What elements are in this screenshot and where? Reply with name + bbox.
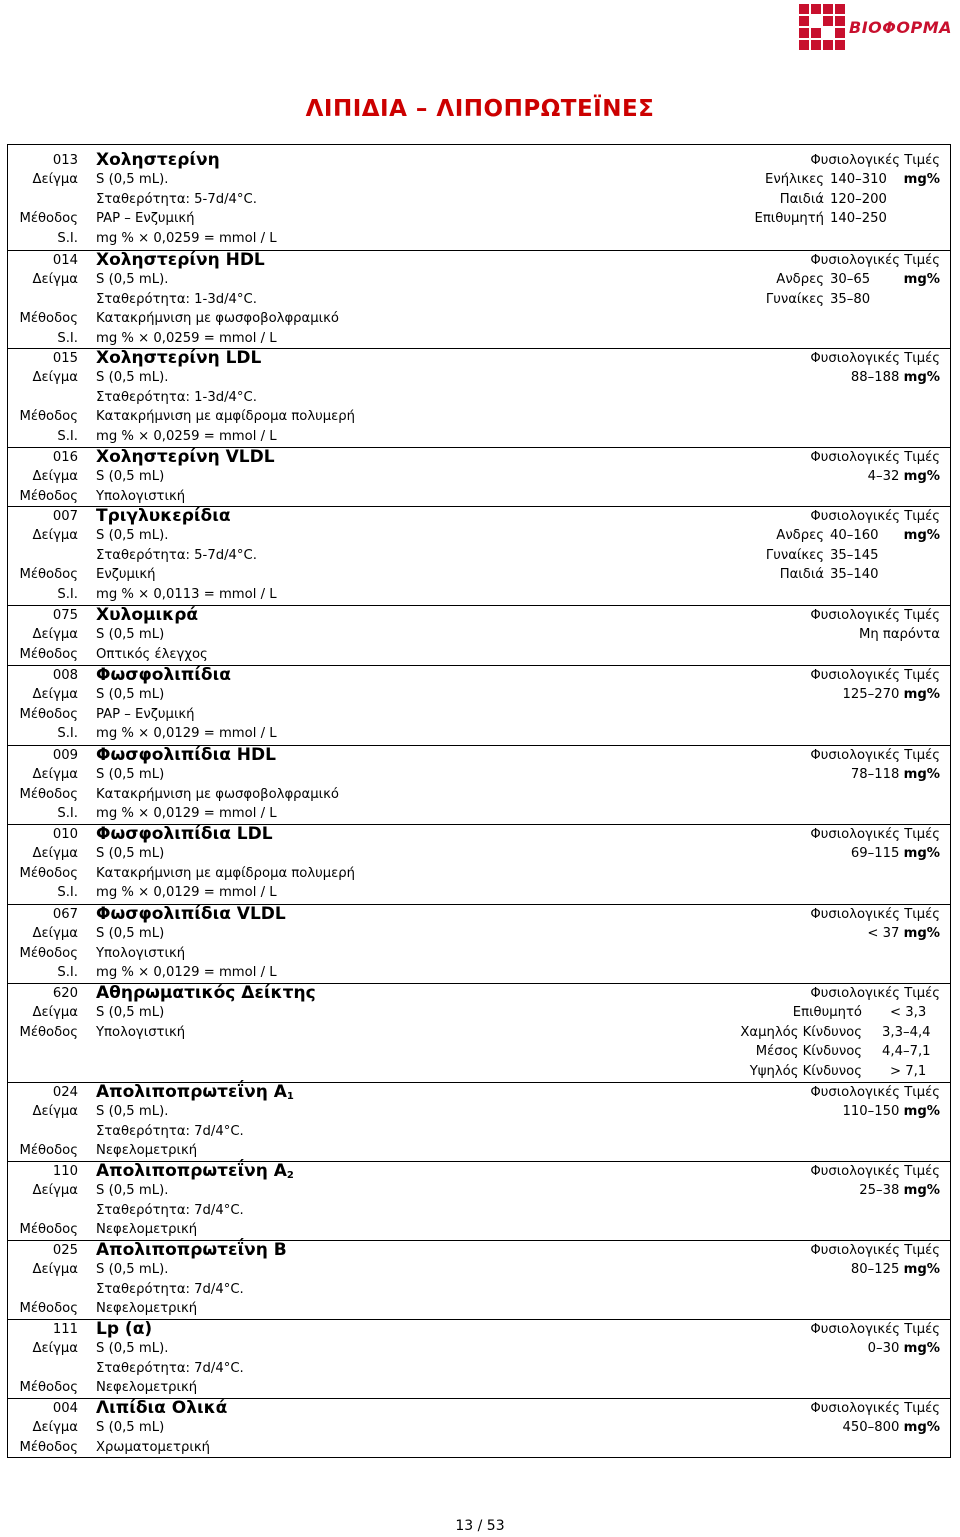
range-number: 4–32 <box>867 469 900 485</box>
method-value: Υπολογιστική <box>96 488 186 504</box>
method-value: Χρωματομετρική <box>96 1439 210 1455</box>
test-name: Απολιποπρωτεΐνη Β <box>96 1240 287 1260</box>
sample-value: S (0,5 mL). <box>96 370 169 386</box>
range-unit: mg% <box>903 687 940 703</box>
method-label: Μέθοδος <box>19 1222 78 1238</box>
range-value <box>867 924 940 943</box>
range-number: 0–30 <box>867 1341 900 1357</box>
sample-label: Δείγμα <box>32 370 78 386</box>
range-label: Ανδρες <box>776 528 824 544</box>
test-entry <box>8 904 950 983</box>
method-row <box>8 565 950 584</box>
range-unit: mg% <box>903 528 940 544</box>
test-entry <box>8 1319 950 1398</box>
sample-label: Δείγμα <box>32 528 78 544</box>
range-unit: mg% <box>903 767 940 783</box>
test-code: 013 <box>52 153 78 168</box>
range-unit: mg% <box>903 272 940 288</box>
stability-value: Σταθερότητα: 1-3d/4°C. <box>96 389 257 405</box>
method-label: Μέθοδος <box>19 1439 78 1455</box>
method-value: PAP – Ενζυμική <box>96 706 195 722</box>
range-label: Παιδιά <box>779 191 824 207</box>
si-label: S.I. <box>57 428 78 444</box>
sample-row <box>8 765 950 784</box>
method-value: Ενζυμική <box>96 567 156 583</box>
entry-header-row <box>8 1083 950 1102</box>
test-code: 004 <box>52 1401 78 1416</box>
entry-header-row <box>8 349 950 368</box>
si-label: S.I. <box>57 965 78 981</box>
tests-table <box>7 144 951 1458</box>
test-name: Φωσφολιπίδια VLDL <box>96 904 286 924</box>
range-number: < 37 <box>867 926 900 942</box>
sample-value: S (0,5 mL) <box>96 627 165 643</box>
physio-values-heading: Φυσιολογικές Τιμές <box>810 986 940 1001</box>
stability-value: Σταθερότητα: 7d/4°C. <box>96 1202 244 1218</box>
stability-value: Σταθερότητα: 5-7d/4°C. <box>96 547 257 563</box>
method-value: PAP – Ενζυμική <box>96 211 195 227</box>
logo-mark-icon <box>799 4 845 50</box>
entry-header-row <box>8 746 950 765</box>
test-name: Χυλομικρά <box>96 605 199 625</box>
method-row <box>8 645 950 664</box>
range-label: Χαμηλός Κίνδυνος <box>740 1024 862 1040</box>
si-value: mg % × 0,0259 = mmol / L <box>96 330 277 346</box>
range-number: 69–115 <box>850 846 900 862</box>
range-number: 125–270 <box>842 687 900 703</box>
logo-text: ΒΙΟΦΟΡΜΑ <box>849 17 952 37</box>
test-name: Φωσφολιπίδια LDL <box>96 824 273 844</box>
si-label: S.I. <box>57 330 78 346</box>
method-row <box>8 785 950 804</box>
test-name-subscript: 2 <box>286 1170 294 1181</box>
sample-value: S (0,5 mL). <box>96 172 169 188</box>
physio-values-heading: Φυσιολογικές Τιμές <box>810 1401 940 1416</box>
extra-row <box>8 1062 950 1081</box>
physio-values-heading: Φυσιολογικές Τιμές <box>810 608 940 623</box>
sample-row <box>8 1181 950 1200</box>
test-code: 025 <box>52 1243 78 1258</box>
method-label: Μέθοδος <box>19 311 78 327</box>
sample-label: Δείγμα <box>32 1005 78 1021</box>
range-number: 78–118 <box>850 767 900 783</box>
range-value <box>859 1181 940 1200</box>
stability-row <box>8 290 950 309</box>
sample-row <box>8 1418 950 1437</box>
method-label: Μέθοδος <box>19 1143 78 1159</box>
stability-value: Σταθερότητα: 7d/4°C. <box>96 1123 244 1139</box>
test-code: 010 <box>52 827 78 842</box>
range-value <box>868 1339 940 1358</box>
range-unit: mg% <box>903 1104 940 1120</box>
entry-header-row <box>8 606 950 625</box>
test-code: 015 <box>52 351 78 366</box>
test-code: 067 <box>52 907 78 922</box>
entry-header-row <box>8 1320 950 1339</box>
extra-row <box>8 1042 950 1061</box>
test-entry <box>8 1240 950 1319</box>
range-value: 140–250 <box>830 211 887 227</box>
range-value: 40–160 <box>830 528 879 544</box>
sample-value: S (0,5 mL) <box>96 687 165 703</box>
sample-value: S (0,5 mL). <box>96 1183 169 1199</box>
test-entry <box>8 250 950 348</box>
si-value: mg % × 0,0129 = mmol / L <box>96 806 277 822</box>
sample-label: Δείγμα <box>32 687 78 703</box>
range-number: 110–150 <box>842 1104 900 1120</box>
stability-value: Σταθερότητα: 7d/4°C. <box>96 1281 244 1297</box>
si-row <box>8 329 950 348</box>
test-name: Χοληστερίνη HDL <box>96 250 265 270</box>
method-value: Κατακρήμνιση με αμφίδρομα πολυμερή <box>96 865 356 881</box>
method-label: Μέθοδος <box>19 865 78 881</box>
sample-label: Δείγμα <box>32 926 78 942</box>
range-value: 35–145 <box>830 547 879 563</box>
test-name: Χοληστερίνη LDL <box>96 348 262 368</box>
stability-row <box>8 388 950 407</box>
sample-value: S (0,5 mL). <box>96 528 169 544</box>
method-value: Νεφελομετρική <box>96 1143 198 1159</box>
stability-row <box>8 546 950 565</box>
method-value: Κατακρήμνιση με αμφίδρομα πολυμερή <box>96 409 356 425</box>
method-label: Μέθοδος <box>19 488 78 504</box>
method-row <box>8 1438 950 1457</box>
physio-values-heading: Φυσιολογικές Τιμές <box>810 827 940 842</box>
range-unit: mg% <box>903 172 940 188</box>
method-label: Μέθοδος <box>19 786 78 802</box>
range-number: Μη παρόντα <box>859 627 940 643</box>
range-value <box>851 844 940 863</box>
sample-value: S (0,5 mL). <box>96 272 169 288</box>
test-entry <box>8 1161 950 1240</box>
range-label: Ανδρες <box>776 272 824 288</box>
sample-value: S (0,5 mL). <box>96 1262 169 1278</box>
method-label: Μέθοδος <box>19 706 78 722</box>
si-label: S.I. <box>57 586 78 602</box>
si-label: S.I. <box>57 885 78 901</box>
test-name: Χοληστερίνη VLDL <box>96 447 275 467</box>
si-row <box>8 585 950 604</box>
stability-value: Σταθερότητα: 5-7d/4°C. <box>96 191 257 207</box>
test-entry <box>8 665 950 744</box>
test-name: Απολιποπρωτεΐνη $A_2$ <box>96 1161 294 1181</box>
test-name: Απολιποπρωτεΐνη $A_1$ <box>96 1082 294 1102</box>
si-row <box>8 963 950 982</box>
range-unit: mg% <box>903 1183 940 1199</box>
entry-header-row <box>8 666 950 685</box>
sample-value: S (0,5 mL). <box>96 1104 169 1120</box>
entry-header-row <box>8 984 950 1003</box>
stability-value: Σταθερότητα: 1-3d/4°C. <box>96 291 257 307</box>
range-value <box>851 368 940 387</box>
test-code: 111 <box>52 1322 78 1337</box>
range-value: < 3,3 <box>890 1005 927 1021</box>
range-label: Γυναίκες <box>765 547 824 563</box>
method-row <box>8 1141 950 1160</box>
range-value: 3,3–4,4 <box>882 1024 931 1040</box>
method-label: Μέθοδος <box>19 1301 78 1317</box>
range-number: 25–38 <box>859 1183 900 1199</box>
si-label: S.I. <box>57 726 78 742</box>
test-entry <box>8 506 950 604</box>
range-value <box>842 685 940 704</box>
test-entry <box>8 447 950 506</box>
range-value <box>851 765 940 784</box>
biofarma-logo <box>799 4 952 50</box>
entry-header-row <box>8 507 950 526</box>
test-code: 075 <box>52 608 78 623</box>
sample-label: Δείγμα <box>32 1104 78 1120</box>
range-value <box>851 1260 940 1279</box>
range-value: 35–80 <box>830 291 871 307</box>
range-value <box>842 1102 940 1121</box>
method-label: Μέθοδος <box>19 211 78 227</box>
si-value: mg % × 0,0113 = mmol / L <box>96 586 277 602</box>
si-row <box>8 883 950 902</box>
range-value <box>859 625 940 644</box>
entry-header-row <box>8 1241 950 1260</box>
test-code: 016 <box>52 450 78 465</box>
range-number: 80–125 <box>850 1262 900 1278</box>
sample-row <box>8 924 950 943</box>
range-unit: mg% <box>903 469 940 485</box>
physio-values-heading: Φυσιολογικές Τιμές <box>810 253 940 268</box>
test-entry <box>8 824 950 903</box>
test-entry <box>8 605 950 664</box>
method-value: Υπολογιστική <box>96 945 186 961</box>
method-value: Κατακρήμνιση με φωσφοβολφραμικό <box>96 311 339 327</box>
physio-values-heading: Φυσιολογικές Τιμές <box>810 153 940 168</box>
physio-values-heading: Φυσιολογικές Τιμές <box>810 1085 940 1100</box>
range-unit: mg% <box>903 370 940 386</box>
entry-header-row <box>8 825 950 844</box>
method-row <box>8 705 950 724</box>
method-row <box>8 309 950 328</box>
si-value: mg % × 0,0259 = mmol / L <box>96 230 277 246</box>
si-label: S.I. <box>57 230 78 246</box>
range-unit: mg% <box>903 1420 940 1436</box>
sample-row <box>8 1102 950 1121</box>
sample-label: Δείγμα <box>32 846 78 862</box>
method-label: Μέθοδος <box>19 945 78 961</box>
test-code: 007 <box>52 509 78 524</box>
test-code: 008 <box>52 668 78 683</box>
physio-values-heading: Φυσιολογικές Τιμές <box>810 748 940 763</box>
si-row <box>8 804 950 823</box>
method-row <box>8 487 950 506</box>
sample-label: Δείγμα <box>32 1183 78 1199</box>
page-title: ΛΙΠΙΔΙΑ – ΛΙΠΟΠΡΩΤΕΪΝΕΣ <box>305 96 655 122</box>
range-label: Γυναίκες <box>765 291 824 307</box>
stability-row <box>8 1359 950 1378</box>
sample-label: Δείγμα <box>32 272 78 288</box>
entry-header-row <box>8 448 950 467</box>
physio-values-heading: Φυσιολογικές Τιμές <box>810 450 940 465</box>
test-code: 024 <box>52 1085 78 1100</box>
range-unit: mg% <box>903 926 940 942</box>
sample-value: S (0,5 mL) <box>96 1005 165 1021</box>
test-entry <box>8 1398 950 1457</box>
test-name: Αθηρωματικός Δείκτης <box>96 983 316 1003</box>
test-name: Χοληστερίνη <box>96 150 220 170</box>
range-number: 450–800 <box>842 1420 900 1436</box>
sample-row <box>8 1003 950 1022</box>
range-value: 30–65 <box>830 272 871 288</box>
sample-row <box>8 844 950 863</box>
sample-value: S (0,5 mL). <box>96 1341 169 1357</box>
test-name: Λιπίδια Ολικά <box>96 1398 228 1418</box>
stability-row <box>8 1280 950 1299</box>
test-code: 014 <box>52 253 78 268</box>
range-label: Ενήλικες <box>765 172 824 188</box>
si-value: mg % × 0,0259 = mmol / L <box>96 428 277 444</box>
sample-label: Δείγμα <box>32 767 78 783</box>
physio-values-heading: Φυσιολογικές Τιμές <box>810 1322 940 1337</box>
method-value: Κατακρήμνιση με φωσφοβολφραμικό <box>96 786 339 802</box>
si-label: S.I. <box>57 806 78 822</box>
test-code: 009 <box>52 748 78 763</box>
test-name: Lp (α) <box>96 1319 153 1339</box>
method-label: Μέθοδος <box>19 646 78 662</box>
method-row <box>8 864 950 883</box>
entry-header-row <box>8 151 950 170</box>
physio-values-heading: Φυσιολογικές Τιμές <box>810 668 940 683</box>
range-value: 120–200 <box>830 191 887 207</box>
method-value: Νεφελομετρική <box>96 1222 198 1238</box>
si-row <box>8 229 950 248</box>
test-name: Φωσφολιπίδια <box>96 665 231 685</box>
method-label: Μέθοδος <box>19 1024 78 1040</box>
range-number: 88–188 <box>850 370 900 386</box>
physio-values-heading: Φυσιολογικές Τιμές <box>810 1243 940 1258</box>
method-row <box>8 944 950 963</box>
sample-value: S (0,5 mL) <box>96 846 165 862</box>
sample-value: S (0,5 mL) <box>96 1420 165 1436</box>
test-code: 620 <box>52 986 78 1001</box>
range-unit: mg% <box>903 1341 940 1357</box>
method-row <box>8 407 950 426</box>
method-value: Οπτικός έλεγχος <box>96 646 208 662</box>
method-row <box>8 1023 950 1042</box>
entry-header-row <box>8 1399 950 1418</box>
sample-label: Δείγμα <box>32 1420 78 1436</box>
sample-value: S (0,5 mL) <box>96 469 165 485</box>
range-label: Επιθυμητή <box>754 211 824 227</box>
sample-row <box>8 467 950 486</box>
stability-row <box>8 190 950 209</box>
method-value: Νεφελομετρική <box>96 1301 198 1317</box>
method-value: Υπολογιστική <box>96 1024 186 1040</box>
sample-label: Δείγμα <box>32 469 78 485</box>
test-entry <box>8 983 950 1081</box>
range-value <box>868 467 940 486</box>
si-row <box>8 427 950 446</box>
stability-row <box>8 1201 950 1220</box>
method-value: Νεφελομετρική <box>96 1380 198 1396</box>
range-value: 140–310 <box>830 172 887 188</box>
stability-value: Σταθερότητα: 7d/4°C. <box>96 1360 244 1376</box>
test-entry <box>8 348 950 446</box>
sample-label: Δείγμα <box>32 172 78 188</box>
sample-row <box>8 1260 950 1279</box>
entry-header-row <box>8 1162 950 1181</box>
physio-values-heading: Φυσιολογικές Τιμές <box>810 1164 940 1179</box>
method-row <box>8 1220 950 1239</box>
method-label: Μέθοδος <box>19 1380 78 1396</box>
method-row <box>8 1299 950 1318</box>
sample-row <box>8 526 950 545</box>
range-unit: mg% <box>903 846 940 862</box>
si-row <box>8 724 950 743</box>
sample-label: Δείγμα <box>32 1341 78 1357</box>
test-name: Τριγλυκερίδια <box>96 506 231 526</box>
sample-row <box>8 685 950 704</box>
method-label: Μέθοδος <box>19 567 78 583</box>
range-label: Επιθυμητό <box>792 1005 862 1021</box>
range-value: > 7,1 <box>890 1063 927 1079</box>
physio-values-heading: Φυσιολογικές Τιμές <box>810 351 940 366</box>
si-value: mg % × 0,0129 = mmol / L <box>96 965 277 981</box>
range-value: 35–140 <box>830 567 879 583</box>
sample-row <box>8 270 950 289</box>
sample-label: Δείγμα <box>32 1262 78 1278</box>
method-label: Μέθοδος <box>19 409 78 425</box>
si-value: mg % × 0,0129 = mmol / L <box>96 726 277 742</box>
range-unit: mg% <box>903 1262 940 1278</box>
test-entry <box>8 745 950 824</box>
range-value: 4,4–7,1 <box>882 1044 931 1060</box>
sample-row <box>8 625 950 644</box>
range-label: Υψηλός Κίνδυνος <box>749 1063 862 1079</box>
sample-row <box>8 1339 950 1358</box>
physio-values-heading: Φυσιολογικές Τιμές <box>810 907 940 922</box>
test-code: 110 <box>52 1164 78 1179</box>
entry-header-row <box>8 251 950 270</box>
test-entry <box>8 1082 950 1161</box>
stability-row <box>8 1122 950 1141</box>
test-name: Φωσφολιπίδια HDL <box>96 745 276 765</box>
range-label: Μέσος Κίνδυνος <box>755 1044 862 1060</box>
test-entry <box>8 151 950 248</box>
page-number: 13 / 53 <box>455 1518 505 1534</box>
method-row <box>8 209 950 228</box>
method-row <box>8 1378 950 1397</box>
entry-header-row <box>8 905 950 924</box>
range-value <box>842 1418 940 1437</box>
si-value: mg % × 0,0129 = mmol / L <box>96 885 277 901</box>
sample-value: S (0,5 mL) <box>96 926 165 942</box>
range-label: Παιδιά <box>779 567 824 583</box>
physio-values-heading: Φυσιολογικές Τιμές <box>810 509 940 524</box>
sample-row <box>8 368 950 387</box>
sample-label: Δείγμα <box>32 627 78 643</box>
sample-row <box>8 170 950 189</box>
sample-value: S (0,5 mL) <box>96 767 165 783</box>
test-name-subscript: 1 <box>286 1091 294 1102</box>
